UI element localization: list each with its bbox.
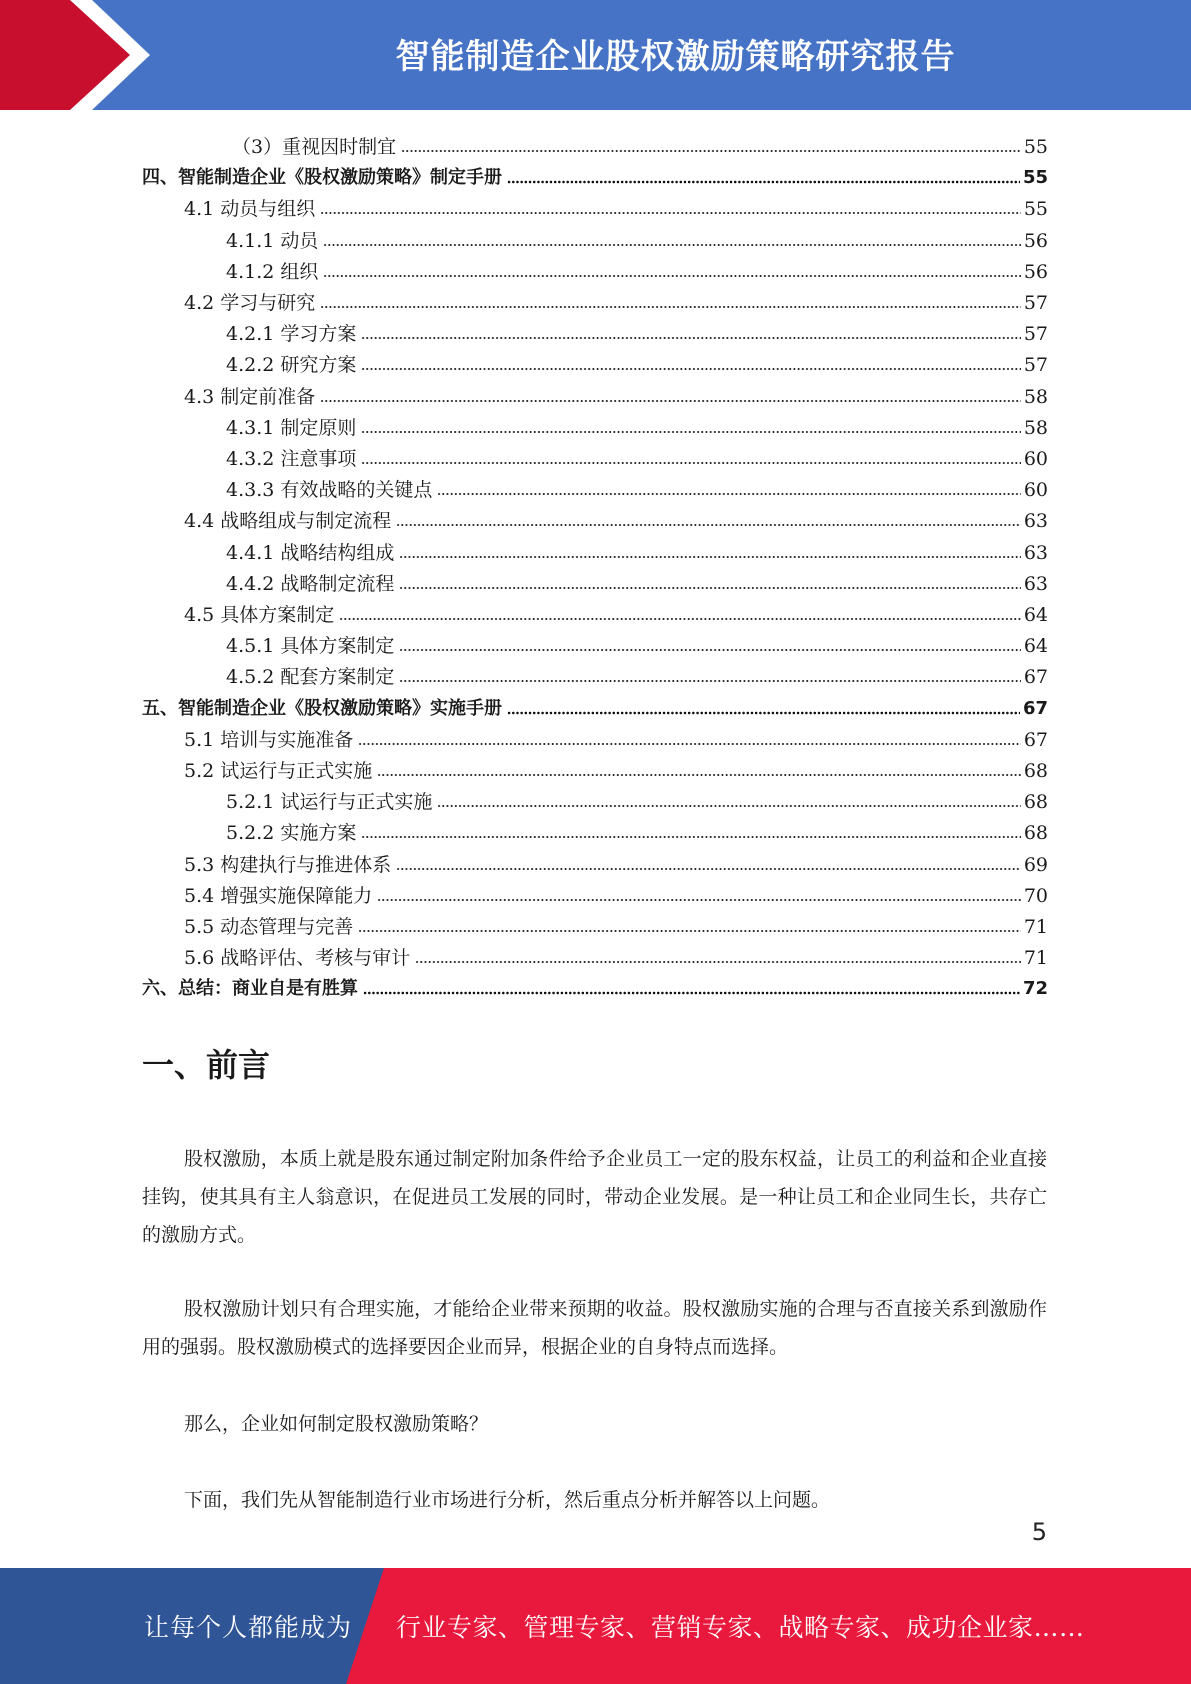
toc-entry-page: 55 [1022,167,1048,189]
toc-leader-dots [358,928,1021,934]
toc-entry-page: 70 [1023,884,1048,907]
toc-entry[interactable] [226,627,1048,658]
toc-entry-page: 58 [1023,385,1048,408]
toc-leader-dots [361,834,1020,840]
footer-slogan-right: 行业专家、管理专家、营销专家、战略专家、成功企业家…… [396,1613,1085,1642]
toc-leader-dots [401,148,1021,154]
toc-entry-label: 六、总结：商业自是有胜算 [142,978,358,1000]
toc-entry-page: 57 [1023,323,1048,346]
toc-entry-page: 56 [1023,229,1048,252]
toc-leader-dots [361,366,1020,372]
toc-entry[interactable] [226,565,1048,596]
toc-leader-dots [399,678,1020,684]
toc-entry[interactable] [226,315,1048,346]
toc-leader-dots [437,803,1020,809]
toc-entry-page: 71 [1023,947,1048,970]
toc-entry[interactable] [184,752,1048,783]
toc-entry[interactable] [184,846,1048,877]
toc-entry-label: 4.4 战略组成与制定流程 [184,510,392,533]
toc-entry-label: 4.4.2 战略制定流程 [226,572,395,595]
footer-slogan-left: 让每个人都能成为 [144,1613,353,1642]
toc-entry-label: 5.6 战略评估、考核与审计 [184,947,411,970]
toc-entry-label: 5.2.2 实施方案 [226,822,357,845]
toc-entry-page: 69 [1023,853,1048,876]
toc-entry-label: 4.3.1 制定原则 [226,416,357,439]
toc-leader-dots [361,335,1020,341]
paragraph-2: 股权激励计划只有合理实施，才能给企业带来预期的收益。股权激励实施的合理与否直接关系到激励作用的强弱。股权激励模式的选择要因企业而异，根据企业的自身特点而选择。 [142,1298,1047,1358]
toc-leader-dots [361,429,1020,435]
toc-entry[interactable] [226,534,1048,565]
toc-entry[interactable] [226,440,1048,471]
toc-entry-page: 56 [1023,260,1048,283]
toc-entry-page: 60 [1023,448,1048,470]
toc-leader-dots [320,304,1021,310]
toc-leader-dots [377,772,1021,778]
toc-leader-dots [437,491,1020,497]
toc-leader-dots [396,866,1021,872]
toc-entry[interactable] [184,908,1048,939]
toc-entry-page: 68 [1023,822,1048,845]
toc-entry-page: 64 [1023,635,1048,658]
toc-leader-dots [363,990,1020,996]
toc-leader-dots [320,210,1021,216]
toc-entry-label: 4.5 具体方案制定 [184,604,335,626]
toc-entry[interactable] [184,378,1048,409]
toc-entry-page: 58 [1023,416,1048,439]
paragraph-1: 股权激励，本质上就是股东通过制定附加条件给予企业员工一定的股东权益，让员工的利益和企业直接挂钩，使其具有主人翁意识，在促进员工发展的同时，带动企业发展。是一种让员工和企业同生长，共存亡的激励方式。 [142,1148,1047,1246]
toc-entry[interactable] [226,783,1048,814]
toc-entry[interactable] [226,658,1048,689]
toc-leader-dots [396,522,1021,528]
toc-entry-label: 四、智能制造企业《股权激励策略》制定手册 [142,167,502,189]
toc-entry[interactable] [226,814,1048,845]
toc-entry-label: 5.2 试运行与正式实施 [184,760,373,782]
toc-entry-page: 57 [1023,354,1048,377]
toc-entry-label: 4.2 学习与研究 [184,292,316,314]
toc-entry-page: 64 [1023,604,1048,626]
toc-entry-label: 5.5 动态管理与完善 [184,916,354,938]
toc-entry-label: 5.4 增强实施保障能力 [184,884,373,907]
toc-entry[interactable] [142,159,1048,190]
section-heading: 一、前言 [142,1046,271,1084]
toc-entry-label: 4.1.1 动员 [226,229,319,252]
toc-entry[interactable] [184,284,1048,315]
toc-leader-dots [361,460,1020,466]
toc-entry-label: 4.2.1 学习方案 [226,323,357,346]
page-footer [0,1568,1191,1684]
toc-entry-page: 57 [1023,292,1048,314]
toc-entry-label: 五、智能制造企业《股权激励策略》实施手册 [142,697,502,719]
toc-leader-dots [415,959,1021,965]
toc-entry-page: 72 [1022,978,1048,1000]
toc-entry-page: 55 [1023,136,1048,158]
toc-entry[interactable] [232,128,1048,159]
page-number: 5 [1031,1518,1047,1546]
toc-entry[interactable] [226,346,1048,377]
toc-leader-dots [358,741,1021,747]
toc-leader-dots [323,273,1020,279]
toc-leader-dots [320,398,1021,404]
toc-leader-dots [399,585,1020,591]
paragraph-4: 下面，我们先从智能制造行业市场进行分析，然后重点分析并解答以上问题。 [184,1489,831,1511]
toc-entry[interactable] [226,471,1048,502]
toc-entry-label: 5.2.1 试运行与正式实施 [226,791,433,814]
toc-entry-page: 68 [1023,760,1048,782]
toc-entry-label: 4.2.2 研究方案 [226,354,357,377]
toc-entry-label: 4.3.3 有效战略的关键点 [226,479,433,502]
toc-leader-dots [507,710,1020,716]
toc-entry-page: 63 [1023,572,1048,595]
toc-entry-page: 68 [1023,791,1048,814]
toc-leader-dots [377,897,1021,903]
toc-entry-page: 71 [1023,916,1048,938]
paragraph-3: 那么，企业如何制定股权激励策略？ [184,1413,489,1435]
toc-leader-dots [399,647,1020,653]
toc-entry-label: 4.3 制定前准备 [184,385,316,408]
toc-entry[interactable] [226,222,1048,253]
toc-entry-label: 4.5.1 具体方案制定 [226,635,395,658]
toc-leader-dots [323,242,1020,248]
toc-entry[interactable] [184,939,1048,970]
toc-entry[interactable] [226,253,1048,284]
report-title: 智能制造企业股权激励策略研究报告 [395,36,956,77]
toc-entry-page: 60 [1023,479,1048,502]
page-header [0,0,1191,110]
toc-entry-page: 67 [1022,697,1048,719]
toc-entry-label: 4.1.2 组织 [226,260,319,283]
toc-entry-label: 5.1 培训与实施准备 [184,728,354,751]
toc-entry-label: 4.1 动员与组织 [184,198,316,221]
toc-entry-page: 67 [1023,728,1048,751]
toc-entry-page: 67 [1023,666,1048,689]
toc-leader-dots [399,554,1020,560]
toc-entry[interactable] [142,970,1048,1001]
toc-entry-label: 4.4.1 战略结构组成 [226,541,395,564]
toc-entry[interactable] [184,721,1048,752]
toc-entry[interactable] [184,877,1048,908]
toc-entry[interactable] [184,190,1048,221]
toc-entry[interactable] [142,690,1048,721]
toc-leader-dots [507,179,1020,185]
toc-entry-label: （3）重视因时制宜 [232,136,397,158]
toc-entry[interactable] [226,409,1048,440]
toc-entry-label: 4.5.2 配套方案制定 [226,666,395,689]
toc-entry-page: 63 [1023,541,1048,564]
toc-leader-dots [339,616,1021,622]
header-chevron-icon [0,0,160,110]
toc-entry[interactable] [184,596,1048,627]
toc-entry-label: 4.3.2 注意事项 [226,448,357,470]
toc-entry-page: 55 [1023,198,1048,221]
toc-entry[interactable] [184,502,1048,533]
toc-entry-page: 63 [1023,510,1048,533]
toc-entry-label: 5.3 构建执行与推进体系 [184,853,392,876]
